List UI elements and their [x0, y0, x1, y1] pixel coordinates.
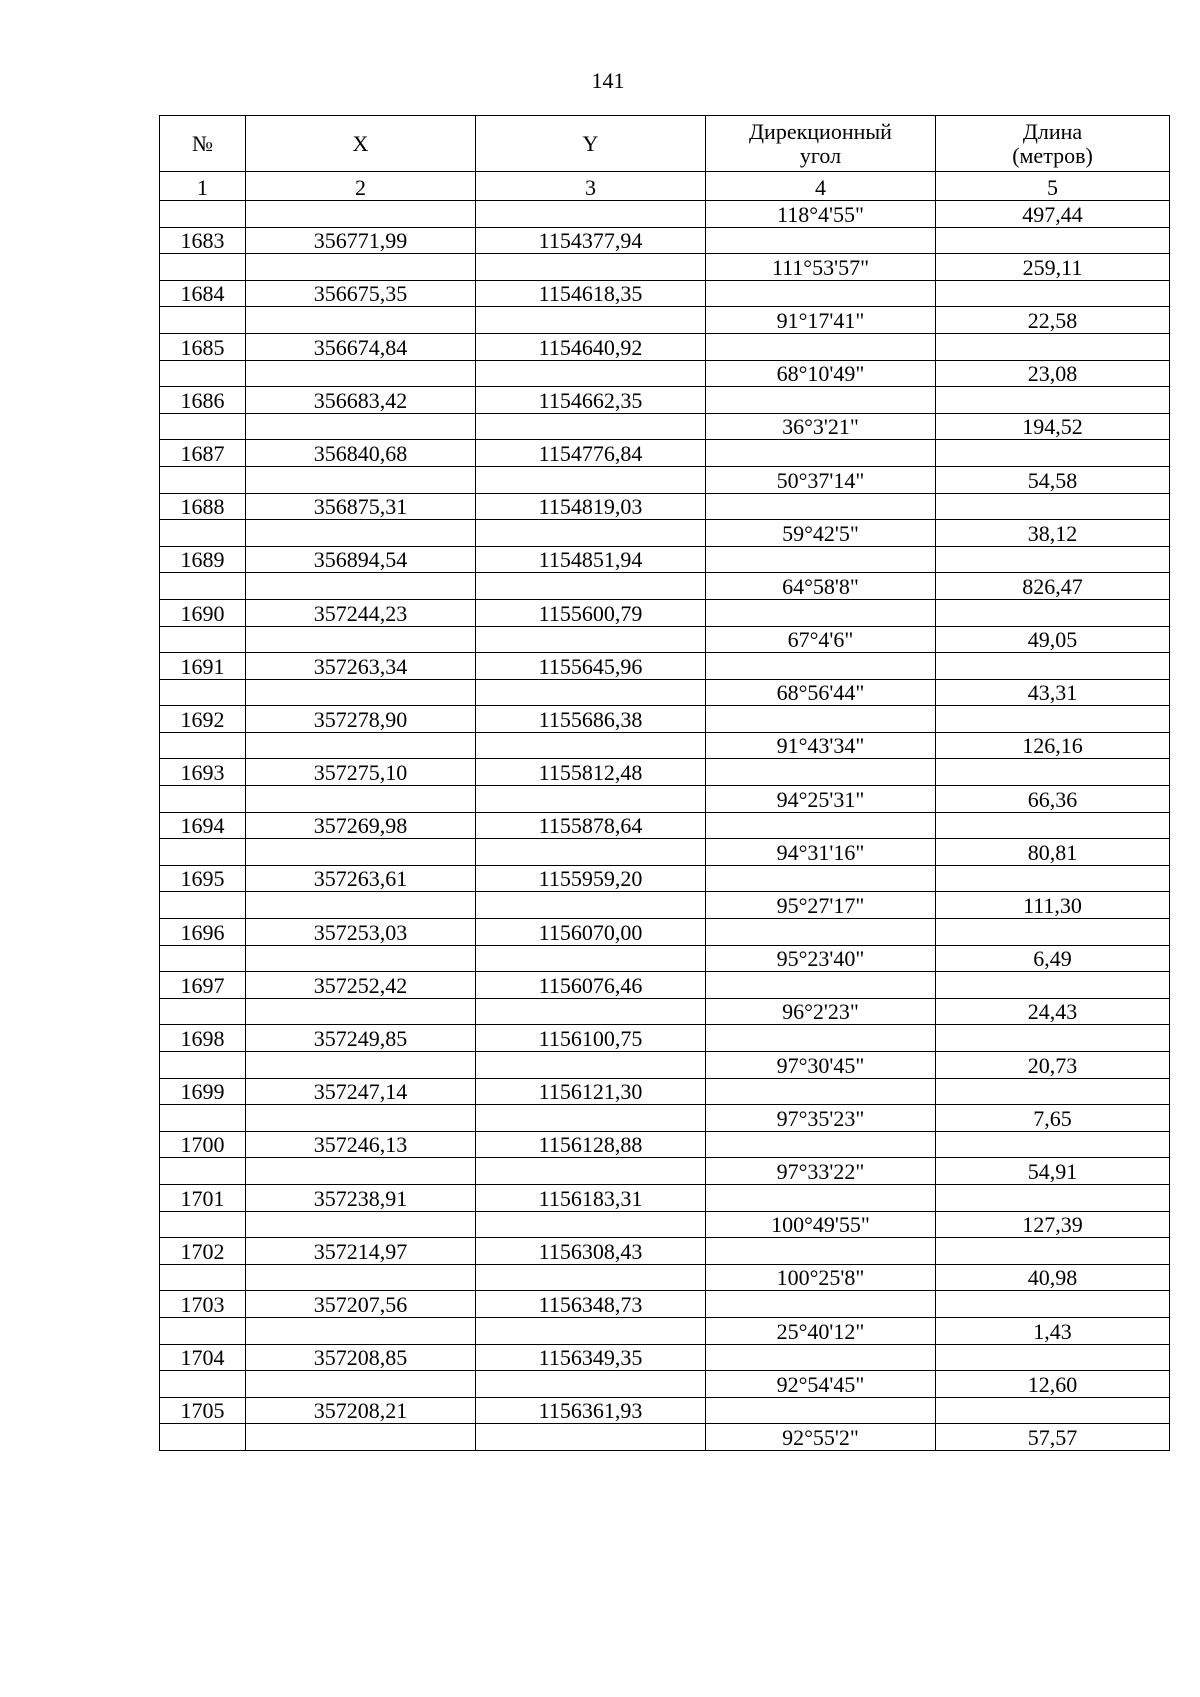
cell-point-number	[160, 786, 246, 813]
column-header-number: №	[160, 116, 246, 172]
cell-y: 1154662,35	[476, 387, 706, 414]
table-row	[160, 520, 1170, 547]
cell-length	[936, 1184, 1170, 1211]
cell-point-number: 1684	[160, 280, 246, 307]
table-row	[160, 1424, 1170, 1451]
cell-y	[476, 679, 706, 706]
table-row	[160, 1105, 1170, 1132]
table-row	[160, 360, 1170, 387]
cell-angle	[706, 280, 936, 307]
cell-x	[246, 573, 476, 600]
cell-x	[246, 201, 476, 228]
table-row	[160, 1371, 1170, 1398]
cell-length	[936, 493, 1170, 520]
cell-angle: 92°54'45"	[706, 1371, 936, 1398]
cell-x: 357246,13	[246, 1131, 476, 1158]
cell-y: 1154819,03	[476, 493, 706, 520]
table-row	[160, 706, 1170, 733]
cell-length: 54,91	[936, 1158, 1170, 1185]
cell-y: 1156076,46	[476, 972, 706, 999]
cell-point-number	[160, 998, 246, 1025]
table-row	[160, 546, 1170, 573]
cell-angle	[706, 1184, 936, 1211]
column-header-x: X	[246, 116, 476, 172]
cell-point-number	[160, 201, 246, 228]
cell-length: 20,73	[936, 1052, 1170, 1079]
cell-length: 126,16	[936, 732, 1170, 759]
cell-x	[246, 1158, 476, 1185]
table-row	[160, 254, 1170, 281]
table-row	[160, 333, 1170, 360]
table-row	[160, 732, 1170, 759]
column-header-angle-label: Дирекционный угол	[749, 118, 892, 168]
table-row	[160, 387, 1170, 414]
cell-angle: 64°58'8"	[706, 573, 936, 600]
cell-length	[936, 440, 1170, 467]
cell-x	[246, 626, 476, 653]
table-row	[160, 865, 1170, 892]
cell-length	[936, 865, 1170, 892]
column-header-y: Y	[476, 116, 706, 172]
cell-y	[476, 254, 706, 281]
cell-x	[246, 892, 476, 919]
cell-point-number	[160, 520, 246, 547]
cell-length: 38,12	[936, 520, 1170, 547]
cell-x	[246, 1264, 476, 1291]
cell-x: 357208,21	[246, 1397, 476, 1424]
cell-angle	[706, 387, 936, 414]
cell-length	[936, 1131, 1170, 1158]
cell-point-number: 1697	[160, 972, 246, 999]
cell-length	[936, 1078, 1170, 1105]
cell-length: 259,11	[936, 254, 1170, 281]
table-row	[160, 1078, 1170, 1105]
cell-x	[246, 732, 476, 759]
cell-length: 66,36	[936, 786, 1170, 813]
cell-angle: 97°30'45"	[706, 1052, 936, 1079]
cell-length: 6,49	[936, 945, 1170, 972]
table-row	[160, 1184, 1170, 1211]
coordinates-table	[159, 115, 1170, 1451]
cell-x	[246, 1317, 476, 1344]
cell-angle	[706, 599, 936, 626]
table-row	[160, 972, 1170, 999]
cell-y: 1156349,35	[476, 1344, 706, 1371]
cell-point-number: 1695	[160, 865, 246, 892]
cell-y	[476, 520, 706, 547]
header-row	[160, 116, 1170, 172]
cell-angle	[706, 1397, 936, 1424]
table-row	[160, 1158, 1170, 1185]
column-header-length-label: Длина (метров)	[1012, 118, 1093, 168]
cell-length	[936, 546, 1170, 573]
cell-angle: 25°40'12"	[706, 1317, 936, 1344]
cell-y	[476, 1424, 706, 1451]
cell-x: 357214,97	[246, 1238, 476, 1265]
cell-x: 356674,84	[246, 333, 476, 360]
cell-angle	[706, 493, 936, 520]
table-row	[160, 466, 1170, 493]
cell-point-number	[160, 1052, 246, 1079]
cell-angle: 36°3'21"	[706, 413, 936, 440]
table-row	[160, 493, 1170, 520]
cell-length	[936, 1397, 1170, 1424]
cell-angle	[706, 227, 936, 254]
column-index-5: 5	[936, 172, 1170, 201]
cell-angle: 67°4'6"	[706, 626, 936, 653]
cell-length: 497,44	[936, 201, 1170, 228]
cell-x: 356875,31	[246, 493, 476, 520]
cell-point-number: 1691	[160, 653, 246, 680]
cell-length	[936, 599, 1170, 626]
cell-x	[246, 1371, 476, 1398]
cell-angle	[706, 865, 936, 892]
cell-x	[246, 466, 476, 493]
cell-x	[246, 839, 476, 866]
cell-x	[246, 360, 476, 387]
page-number: 141	[591, 68, 625, 93]
cell-x: 357275,10	[246, 759, 476, 786]
cell-angle	[706, 706, 936, 733]
cell-length: 23,08	[936, 360, 1170, 387]
table-row	[160, 440, 1170, 467]
table-row	[160, 759, 1170, 786]
column-number-row	[160, 172, 1170, 201]
cell-x	[246, 307, 476, 334]
cell-point-number: 1694	[160, 812, 246, 839]
cell-point-number: 1692	[160, 706, 246, 733]
column-index-3: 3	[476, 172, 706, 201]
cell-length: 826,47	[936, 573, 1170, 600]
cell-point-number: 1683	[160, 227, 246, 254]
cell-point-number	[160, 413, 246, 440]
cell-angle: 95°23'40"	[706, 945, 936, 972]
cell-length	[936, 1291, 1170, 1318]
cell-point-number	[160, 1105, 246, 1132]
cell-x	[246, 1211, 476, 1238]
cell-point-number: 1701	[160, 1184, 246, 1211]
cell-x: 356683,42	[246, 387, 476, 414]
cell-x	[246, 679, 476, 706]
cell-y: 1156308,43	[476, 1238, 706, 1265]
cell-point-number	[160, 573, 246, 600]
cell-angle: 94°31'16"	[706, 839, 936, 866]
cell-x: 357263,34	[246, 653, 476, 680]
cell-y	[476, 1264, 706, 1291]
cell-x: 357238,91	[246, 1184, 476, 1211]
cell-length	[936, 1025, 1170, 1052]
cell-x: 356675,35	[246, 280, 476, 307]
cell-x	[246, 1052, 476, 1079]
cell-point-number: 1704	[160, 1344, 246, 1371]
cell-length: 7,65	[936, 1105, 1170, 1132]
table-row	[160, 201, 1170, 228]
table-row	[160, 653, 1170, 680]
cell-length	[936, 1238, 1170, 1265]
cell-angle	[706, 1131, 936, 1158]
cell-y	[476, 998, 706, 1025]
cell-y: 1155812,48	[476, 759, 706, 786]
cell-angle: 68°56'44"	[706, 679, 936, 706]
cell-point-number: 1705	[160, 1397, 246, 1424]
cell-point-number	[160, 360, 246, 387]
cell-length: 49,05	[936, 626, 1170, 653]
cell-y: 1154377,94	[476, 227, 706, 254]
cell-x: 357269,98	[246, 812, 476, 839]
cell-angle	[706, 653, 936, 680]
cell-y: 1154618,35	[476, 280, 706, 307]
cell-y	[476, 466, 706, 493]
cell-length	[936, 653, 1170, 680]
cell-length: 12,60	[936, 1371, 1170, 1398]
cell-length: 24,43	[936, 998, 1170, 1025]
cell-angle: 91°43'34"	[706, 732, 936, 759]
cell-angle: 100°49'55"	[706, 1211, 936, 1238]
cell-point-number	[160, 626, 246, 653]
table-row	[160, 786, 1170, 813]
cell-y: 1154851,94	[476, 546, 706, 573]
table-row	[160, 919, 1170, 946]
cell-length	[936, 706, 1170, 733]
cell-y	[476, 360, 706, 387]
cell-length	[936, 972, 1170, 999]
cell-point-number: 1699	[160, 1078, 246, 1105]
cell-length	[936, 280, 1170, 307]
cell-point-number	[160, 1158, 246, 1185]
table-row	[160, 1344, 1170, 1371]
cell-y: 1156100,75	[476, 1025, 706, 1052]
cell-x	[246, 520, 476, 547]
cell-y	[476, 1052, 706, 1079]
cell-x: 356840,68	[246, 440, 476, 467]
table-row	[160, 1052, 1170, 1079]
table-row	[160, 839, 1170, 866]
cell-length: 194,52	[936, 413, 1170, 440]
cell-length: 57,57	[936, 1424, 1170, 1451]
table-row	[160, 1397, 1170, 1424]
table-row	[160, 573, 1170, 600]
table-row	[160, 1291, 1170, 1318]
cell-length: 43,31	[936, 679, 1170, 706]
cell-angle: 92°55'2"	[706, 1424, 936, 1451]
cell-x: 356894,54	[246, 546, 476, 573]
cell-point-number: 1698	[160, 1025, 246, 1052]
table-row	[160, 307, 1170, 334]
table-row	[160, 227, 1170, 254]
table-row	[160, 812, 1170, 839]
cell-point-number	[160, 1211, 246, 1238]
cell-point-number: 1689	[160, 546, 246, 573]
cell-point-number: 1702	[160, 1238, 246, 1265]
cell-angle	[706, 812, 936, 839]
cell-y	[476, 307, 706, 334]
cell-point-number	[160, 839, 246, 866]
cell-x: 357207,56	[246, 1291, 476, 1318]
table-row	[160, 1131, 1170, 1158]
cell-length	[936, 387, 1170, 414]
cell-y	[476, 1211, 706, 1238]
cell-point-number	[160, 254, 246, 281]
cell-angle: 59°42'5"	[706, 520, 936, 547]
cell-length: 22,58	[936, 307, 1170, 334]
column-header-length	[936, 116, 1170, 172]
cell-y	[476, 892, 706, 919]
cell-x	[246, 998, 476, 1025]
cell-angle	[706, 1078, 936, 1105]
cell-angle: 91°17'41"	[706, 307, 936, 334]
cell-angle	[706, 333, 936, 360]
cell-angle	[706, 440, 936, 467]
cell-y	[476, 1158, 706, 1185]
column-index-1: 1	[160, 172, 246, 201]
cell-angle	[706, 1344, 936, 1371]
cell-y	[476, 839, 706, 866]
cell-length: 54,58	[936, 466, 1170, 493]
cell-x: 357252,42	[246, 972, 476, 999]
cell-length	[936, 812, 1170, 839]
cell-y	[476, 1105, 706, 1132]
cell-point-number: 1696	[160, 919, 246, 946]
cell-angle: 95°27'17"	[706, 892, 936, 919]
cell-x	[246, 254, 476, 281]
table-row	[160, 998, 1170, 1025]
table-row	[160, 1317, 1170, 1344]
cell-angle	[706, 1238, 936, 1265]
cell-y	[476, 1317, 706, 1344]
cell-point-number: 1690	[160, 599, 246, 626]
cell-y	[476, 413, 706, 440]
cell-angle: 100°25'8"	[706, 1264, 936, 1291]
cell-x	[246, 786, 476, 813]
cell-angle: 97°35'23"	[706, 1105, 936, 1132]
cell-y: 1156183,31	[476, 1184, 706, 1211]
cell-angle	[706, 919, 936, 946]
cell-point-number	[160, 1264, 246, 1291]
cell-point-number: 1700	[160, 1131, 246, 1158]
cell-point-number	[160, 466, 246, 493]
table-row	[160, 626, 1170, 653]
table-row	[160, 1238, 1170, 1265]
cell-y: 1155600,79	[476, 599, 706, 626]
cell-y	[476, 732, 706, 759]
column-index-2: 2	[246, 172, 476, 201]
table-row	[160, 1025, 1170, 1052]
cell-x: 357253,03	[246, 919, 476, 946]
cell-length	[936, 759, 1170, 786]
cell-y: 1156348,73	[476, 1291, 706, 1318]
cell-angle	[706, 1291, 936, 1318]
cell-x	[246, 413, 476, 440]
table-row	[160, 413, 1170, 440]
cell-length: 80,81	[936, 839, 1170, 866]
cell-y	[476, 626, 706, 653]
cell-y: 1155686,38	[476, 706, 706, 733]
cell-y: 1156070,00	[476, 919, 706, 946]
table-body	[160, 201, 1170, 1451]
cell-x: 357249,85	[246, 1025, 476, 1052]
cell-y: 1156128,88	[476, 1131, 706, 1158]
cell-angle: 118°4'55"	[706, 201, 936, 228]
cell-point-number	[160, 679, 246, 706]
column-index-4: 4	[706, 172, 936, 201]
cell-y: 1156361,93	[476, 1397, 706, 1424]
cell-angle	[706, 759, 936, 786]
cell-angle	[706, 1025, 936, 1052]
cell-y: 1156121,30	[476, 1078, 706, 1105]
cell-y: 1155959,20	[476, 865, 706, 892]
cell-angle: 94°25'31"	[706, 786, 936, 813]
cell-angle: 96°2'23"	[706, 998, 936, 1025]
cell-x: 357208,85	[246, 1344, 476, 1371]
cell-y: 1155645,96	[476, 653, 706, 680]
cell-point-number: 1685	[160, 333, 246, 360]
cell-x: 357263,61	[246, 865, 476, 892]
cell-length	[936, 919, 1170, 946]
cell-x	[246, 1424, 476, 1451]
table-row	[160, 1264, 1170, 1291]
cell-point-number: 1703	[160, 1291, 246, 1318]
cell-point-number	[160, 1424, 246, 1451]
cell-point-number: 1686	[160, 387, 246, 414]
cell-y	[476, 945, 706, 972]
cell-y	[476, 201, 706, 228]
cell-length: 40,98	[936, 1264, 1170, 1291]
cell-length: 127,39	[936, 1211, 1170, 1238]
table-row	[160, 280, 1170, 307]
cell-y	[476, 786, 706, 813]
cell-point-number	[160, 892, 246, 919]
cell-angle: 68°10'49"	[706, 360, 936, 387]
column-header-angle	[706, 116, 936, 172]
cell-point-number	[160, 945, 246, 972]
table-row	[160, 892, 1170, 919]
cell-x: 357247,14	[246, 1078, 476, 1105]
cell-length: 111,30	[936, 892, 1170, 919]
cell-length	[936, 227, 1170, 254]
cell-length	[936, 333, 1170, 360]
cell-y: 1154776,84	[476, 440, 706, 467]
cell-angle	[706, 546, 936, 573]
cell-x: 357278,90	[246, 706, 476, 733]
cell-y	[476, 573, 706, 600]
cell-length	[936, 1344, 1170, 1371]
cell-point-number	[160, 1317, 246, 1344]
cell-x	[246, 945, 476, 972]
cell-x: 356771,99	[246, 227, 476, 254]
table-row	[160, 599, 1170, 626]
cell-angle: 97°33'22"	[706, 1158, 936, 1185]
cell-point-number: 1688	[160, 493, 246, 520]
table-row	[160, 1211, 1170, 1238]
cell-y	[476, 1371, 706, 1398]
cell-angle: 50°37'14"	[706, 466, 936, 493]
cell-x	[246, 1105, 476, 1132]
cell-point-number: 1687	[160, 440, 246, 467]
cell-y: 1154640,92	[476, 333, 706, 360]
cell-point-number: 1693	[160, 759, 246, 786]
cell-point-number	[160, 307, 246, 334]
cell-x: 357244,23	[246, 599, 476, 626]
cell-angle: 111°53'57"	[706, 254, 936, 281]
cell-point-number	[160, 1371, 246, 1398]
cell-y: 1155878,64	[476, 812, 706, 839]
cell-length: 1,43	[936, 1317, 1170, 1344]
table-row	[160, 679, 1170, 706]
cell-point-number	[160, 732, 246, 759]
cell-angle	[706, 972, 936, 999]
table-row	[160, 945, 1170, 972]
